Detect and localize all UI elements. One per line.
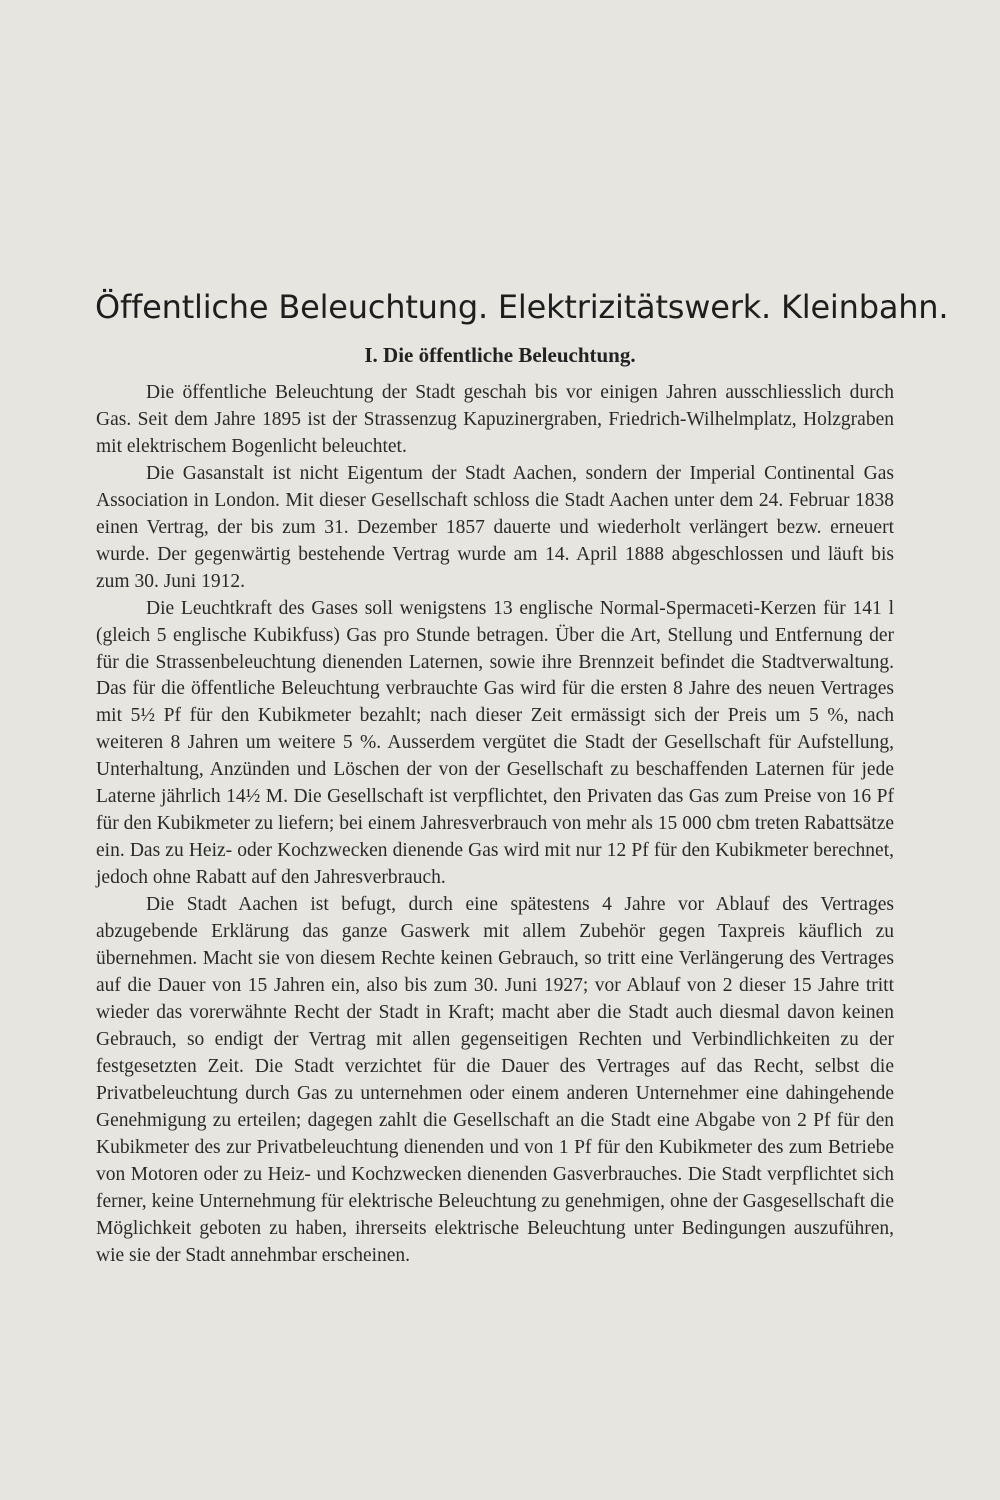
paragraph: Die Leuchtkraft des Gases soll wenigstens 13 englische Normal-Spermaceti-Kerzen für 141 l (gleich 5 englische Kubikfuss) Gas pro Stunde betragen. Über die Art, Stellung und Entfernung der für die Strassenbeleuchtung dienenden Laternen, sowie ihre Brennzeit befindet die Stadtverwaltung. Das für die öffentliche Beleuchtung verbrauchte Gas wird für die ersten 8 Jahre des neuen Vertrages mit 5½ Pf für den Kubikmeter bezahlt; nach dieser Zeit ermässigt sich der Preis um 5 %, nach weiteren 8 Jahren um weitere 5 %. Ausserdem vergütet die Stadt der Gesellschaft für Aufstellung, Unterhaltung, Anzünden und Löschen der von der Gesellschaft zu beschaffenden Laternen für jede Laterne jährlich 14½ M. Die Gesellschaft ist verpflichtet, den Privaten das Gas zum Preise von 16 Pf für den Kubikmeter zu liefern; bei einem Jahresverbrauch von mehr als 15 000 cbm treten Rabattsätze ein. Das zu Heiz- oder Kochzwecken dienende Gas wird mit nur 12 Pf für den Kubikmeter berechnet, jedoch ohne Rabatt auf den Jahresverbrauch. <box>96 597 894 889</box>
paragraph: Die Stadt Aachen ist befugt, durch eine spätestens 4 Jahre vor Ablauf des Vertrages abzugebende Erklärung das ganze Gaswerk mit allem Zubehör gegen Taxpreis käuflich zu übernehmen. Macht sie von diesem Rechte keinen Gebrauch, so tritt eine Verlängerung des Vertrages auf die Dauer von 15 Jahren ein, also bis zum 30. Juni 1927; vor Ablauf von 2 dieser 15 Jahre tritt wieder das vorerwähnte Recht der Stadt in Kraft; macht aber die Stadt auch diesmal davon keinen Gebrauch, so endigt der Vertrag mit allen gegenseitigen Rechten und Verbindlichkeiten zu der festgesetzten Zeit. Die Stadt verzichtet für die Dauer des Vertrages auf das Recht, selbst die Privatbeleuchtung durch Gas zu unternehmen oder einem anderen Unternehmer eine dahingehende Genehmigung zu erteilen; dagegen zahlt die Gesellschaft an die Stadt eine Abgabe von 2 Pf für den Kubikmeter des zur Privatbeleuchtung dienenden und von 1 Pf für den Kubikmeter des zum Betriebe von Motoren oder zu Heiz- und Kochzwecken dienenden Gasverbrauches. Die Stadt verpflichtet sich ferner, keine Unternehmung für elektrische Beleuchtung zu genehmigen, ohne der Gasgesellschaft die Möglichkeit geboten zu haben, ihrerseits elektrische Beleuchtung unter Bedingungen auszuführen, wie sie der Stadt annehmbar erscheinen. <box>96 894 894 1266</box>
body-text <box>96 380 894 1269</box>
paragraph: Die öffentliche Beleuchtung der Stadt geschah bis vor einigen Jahren ausschliesslich durch Gas. Seit dem Jahre 1895 ist der Strassenzug Kapuzinergraben, Friedrich-Wilhelmplatz, Holzgraben mit elektrischem Bogenlicht beleuchtet. <box>96 382 894 457</box>
section-heading: I. Die öffentliche Beleuchtung. <box>364 343 636 367</box>
paragraph: Die Gasanstalt ist nicht Eigentum der Stadt Aachen, sondern der Imperial Continental Gas Association in London. Mit dieser Gesellschaft schloss die Stadt Aachen unter dem 24. Februar 1838 einen Vertrag, der bis zum 31. Dezember 1857 dauerte und wiederholt verlängert bezw. erneuert wurde. Der gegenwärtig bestehende Vertrag wurde am 14. April 1888 abgeschlossen und läuft bis zum 30. Juni 1912. <box>96 462 894 592</box>
page-title: Öffentliche Beleuchtung. Elektrizitätswerk. Kleinbahn. <box>95 288 949 326</box>
